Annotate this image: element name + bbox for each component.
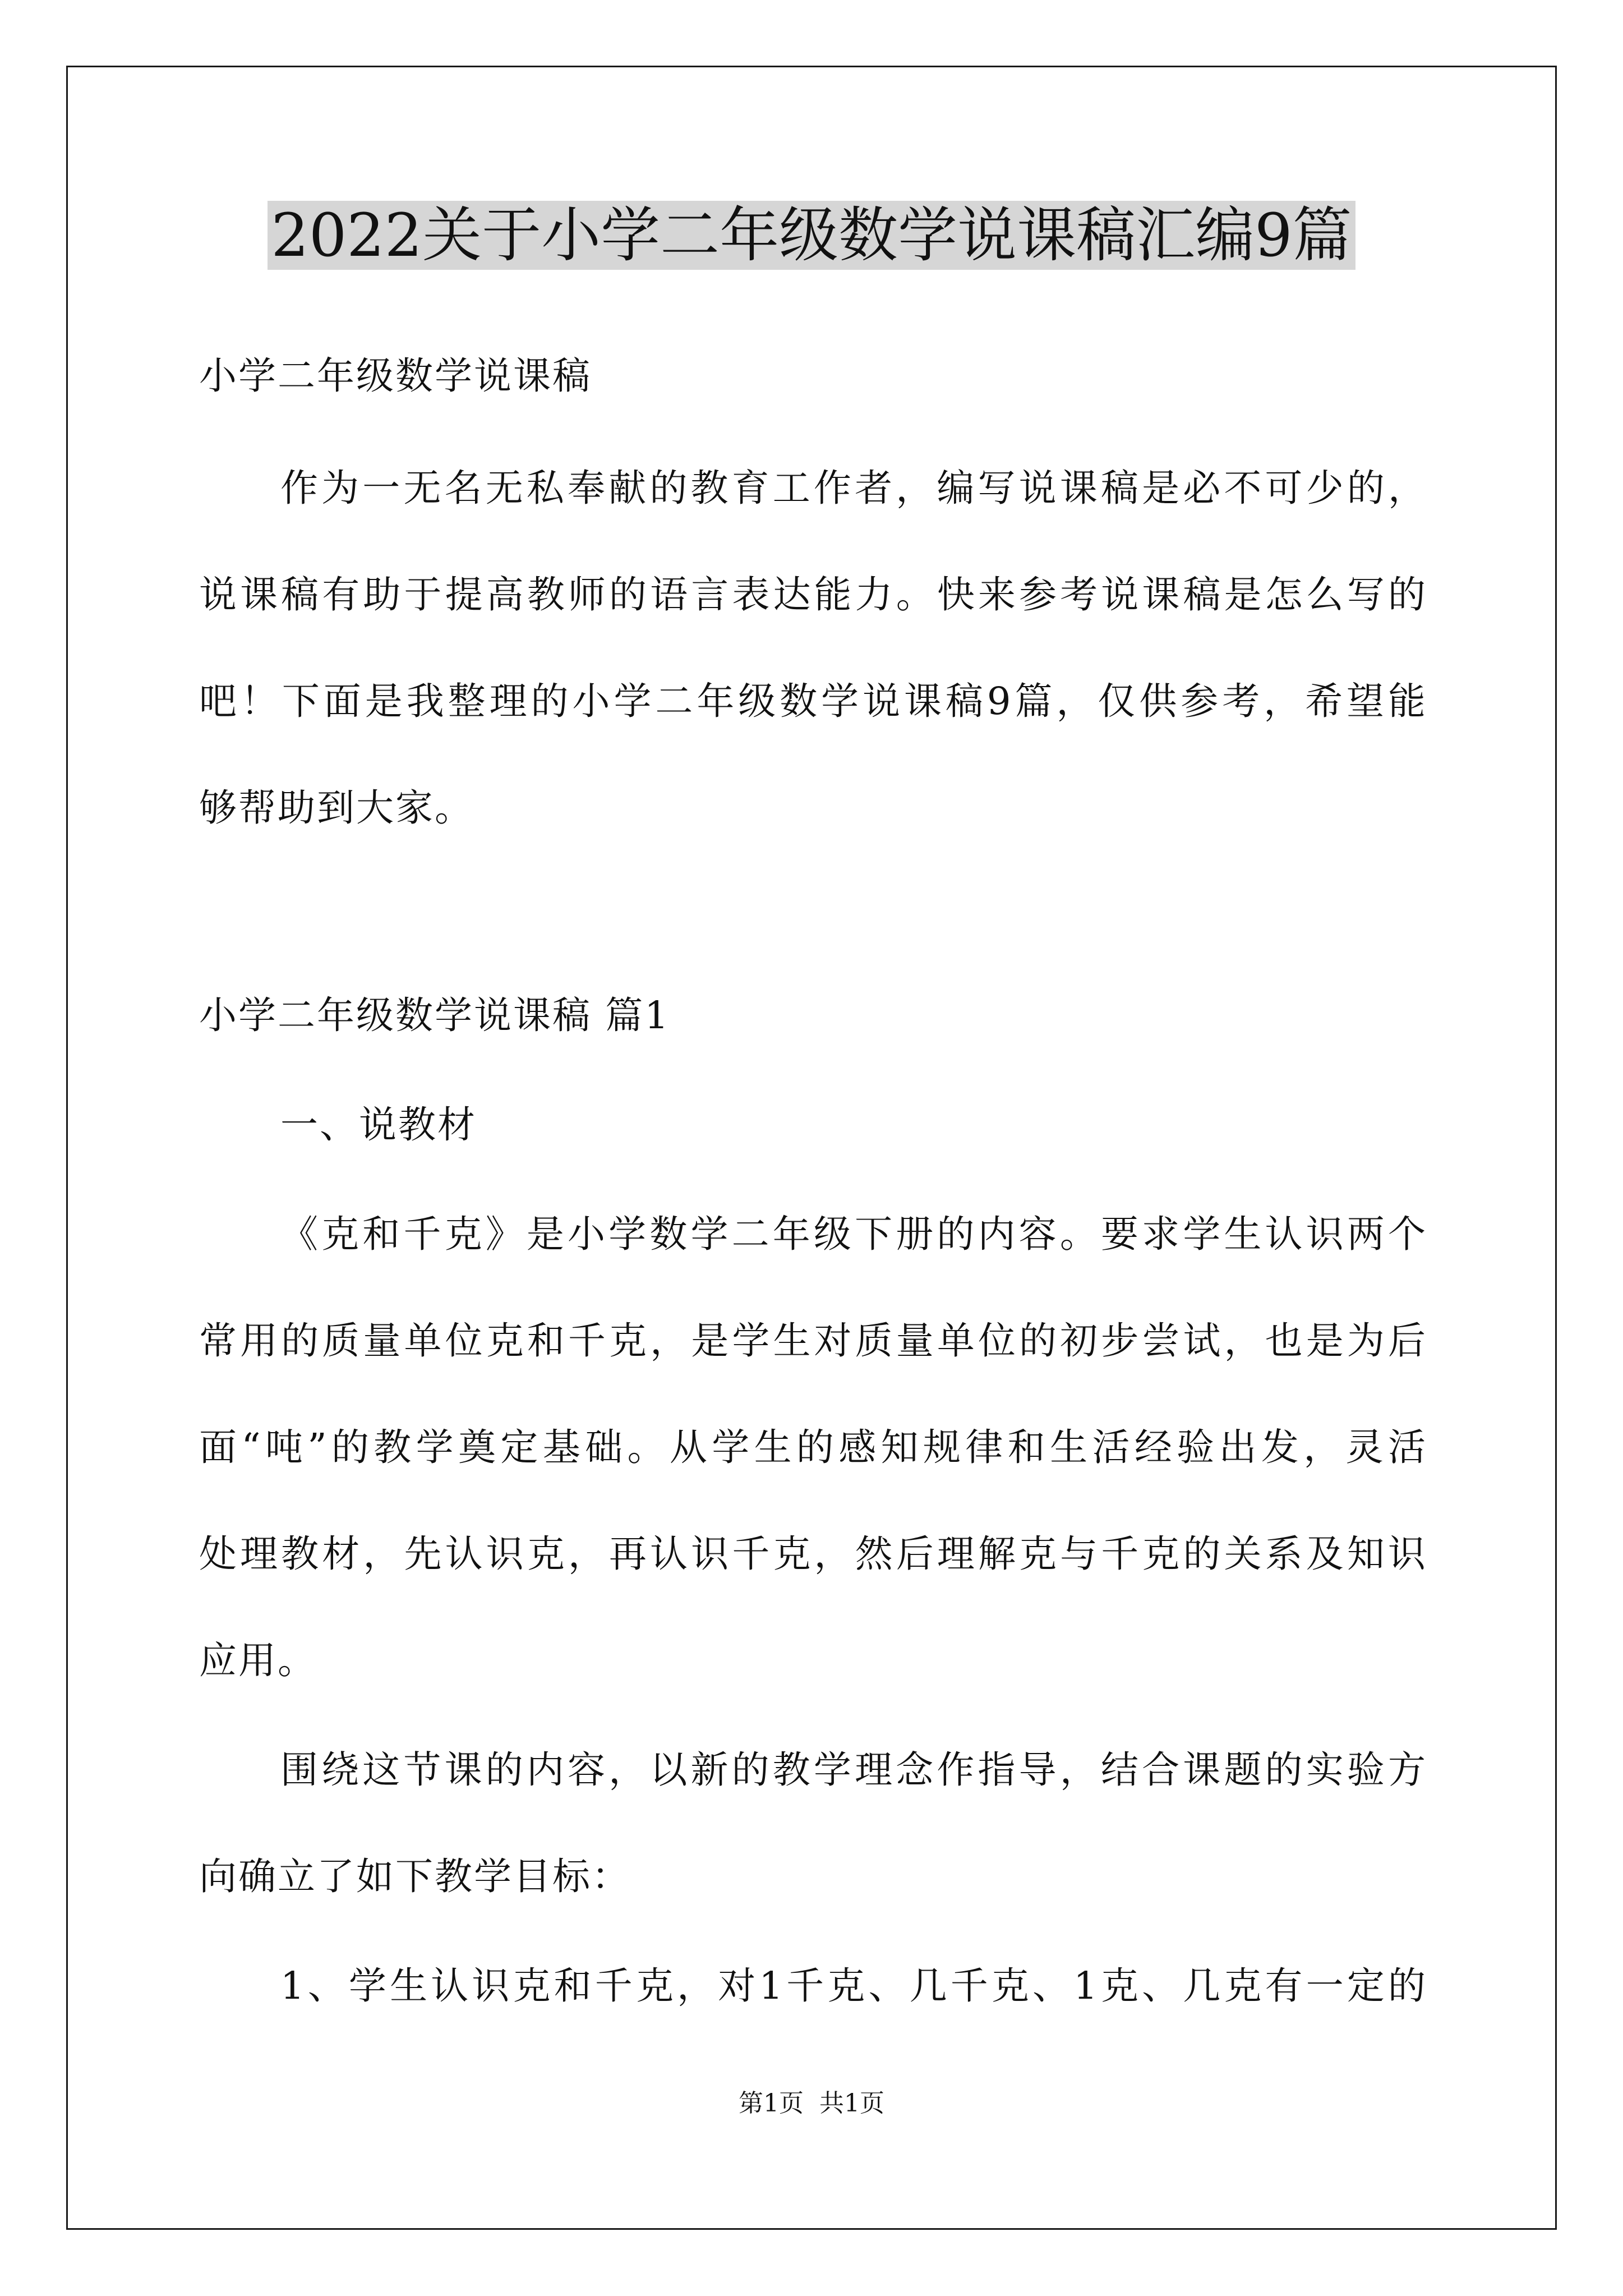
page-number: 第1页 — [739, 2089, 804, 2118]
subsection-heading: 一、说教材 — [280, 1103, 477, 1147]
paragraph-line: 吧！下面是我整理的小学二年级数学说课稿9篇，仅供参考，希望能 — [199, 679, 1427, 723]
paragraph-line: 应用。 — [199, 1639, 317, 1682]
paragraph-line: 够帮助到大家。 — [199, 786, 474, 830]
page-total: 共1页 — [819, 2089, 884, 2118]
section-heading: 小学二年级数学说课稿 篇1 — [199, 993, 670, 1037]
paragraph-line: 说课稿有助于提高教师的语言表达能力。快来参考说课稿是怎么写的 — [199, 573, 1427, 616]
paragraph-line: 作为一无名无私奉献的教育工作者，编写说课稿是必不可少的， — [280, 466, 1427, 510]
document-title: 2022关于小学二年级数学说课稿汇编9篇 — [0, 196, 1623, 275]
paragraph-line: 向确立了如下教学目标： — [199, 1855, 631, 1898]
paragraph-line: 面“吨”的教学奠定基础。从学生的感知规律和生活经验出发，灵活 — [199, 1425, 1427, 1469]
intro-heading: 小学二年级数学说课稿 — [199, 354, 592, 398]
paragraph-line: 《克和千克》是小学数学二年级下册的内容。要求学生认识两个 — [280, 1212, 1427, 1256]
page-footer — [0, 2087, 1623, 2120]
paragraph-line: 1、学生认识克和千克，对1千克、几千克、1克、几克有一定的 — [280, 1964, 1427, 2008]
paragraph-line: 围绕这节课的内容，以新的教学理念作指导，结合课题的实验方 — [280, 1748, 1427, 1792]
paragraph-line: 常用的质量单位克和千克，是学生对质量单位的初步尝试，也是为后 — [199, 1319, 1427, 1363]
paragraph-line: 处理教材，先认识克，再认识千克，然后理解克与千克的关系及知识 — [199, 1532, 1427, 1576]
